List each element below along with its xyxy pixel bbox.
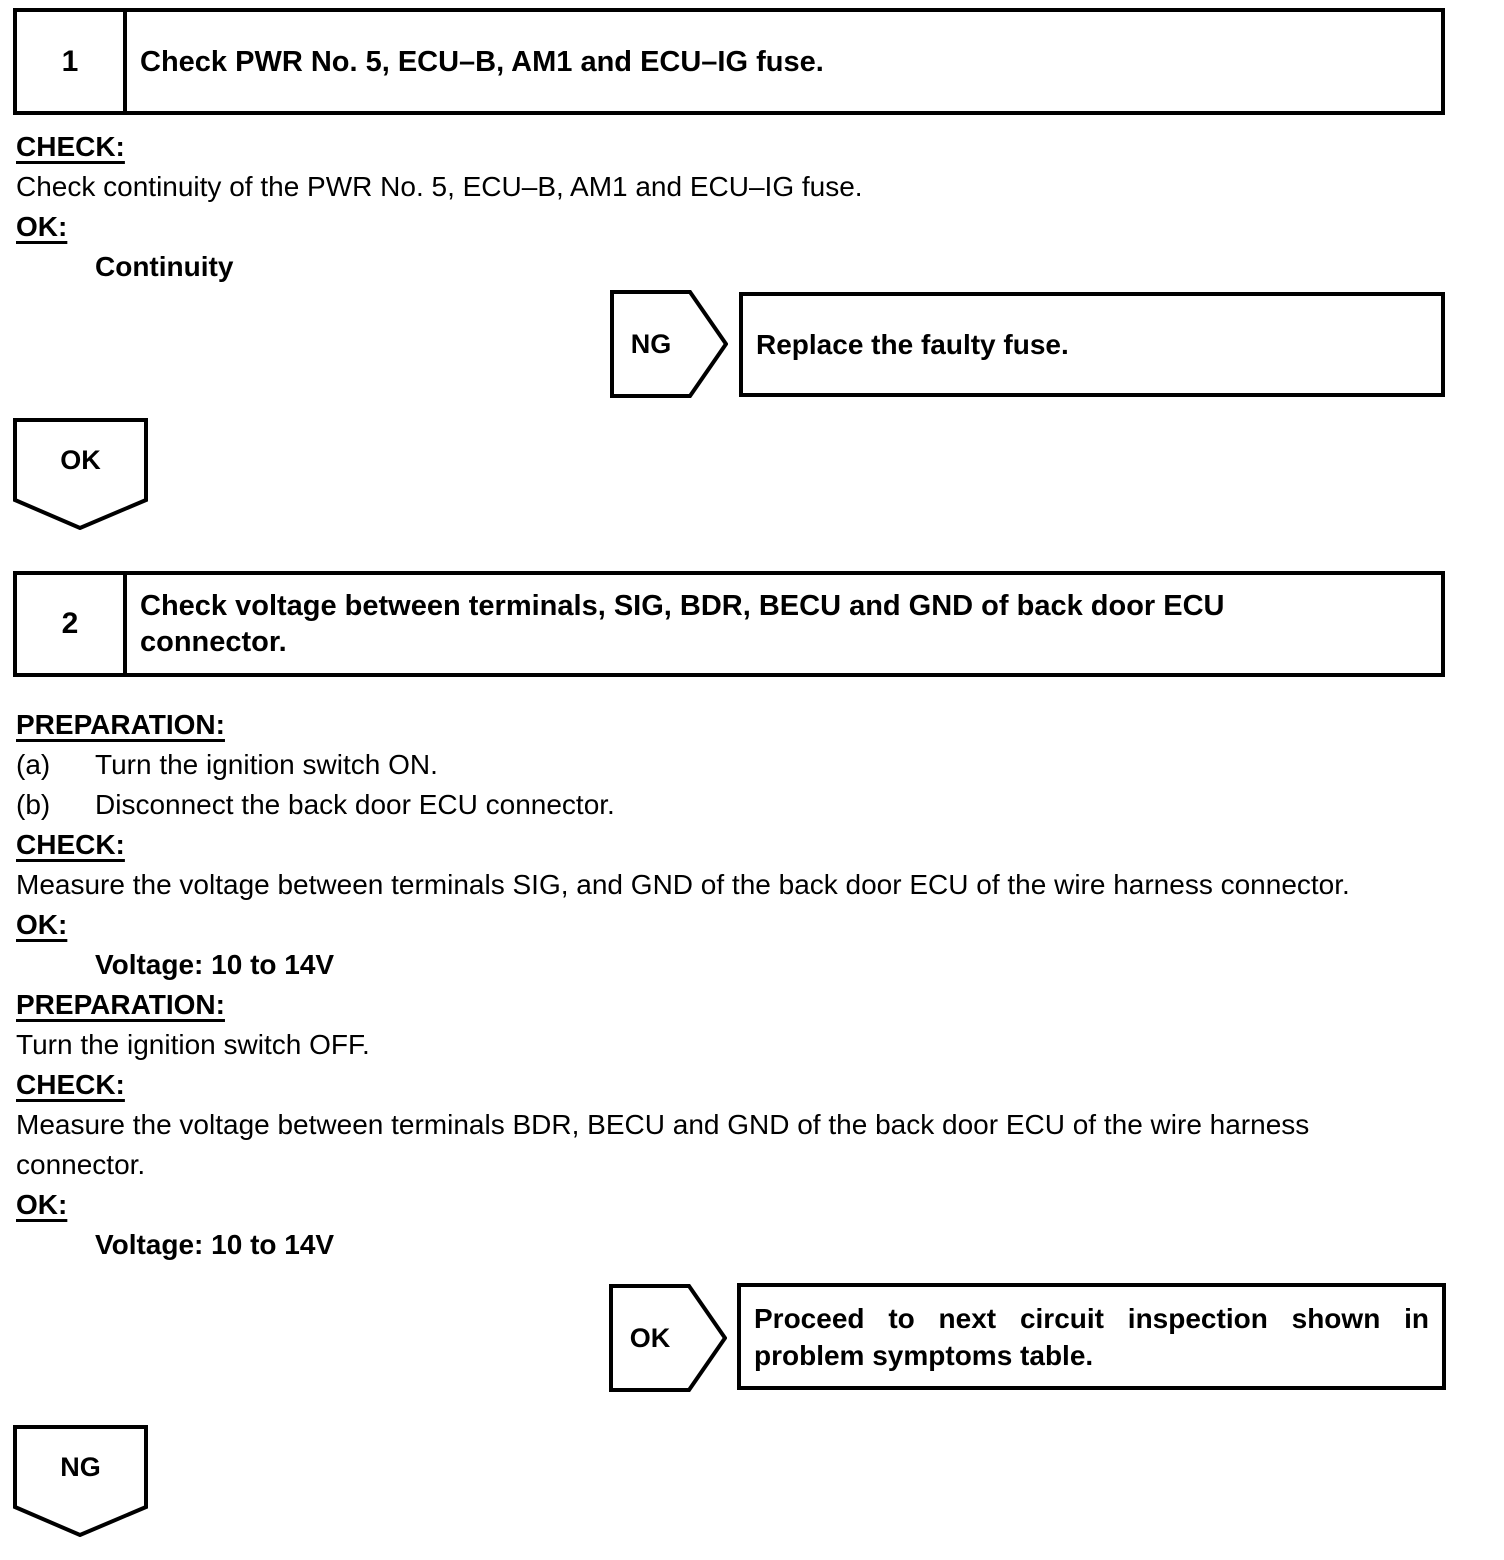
ng-result-box — [739, 292, 1445, 397]
substep-b — [16, 785, 1456, 825]
check-label: CHECK: — [16, 131, 125, 162]
step-1-title — [127, 12, 1441, 111]
ng-branch-arrow — [610, 290, 728, 398]
step-2-number: 2 — [17, 575, 127, 673]
check-instruction-2: Measure the voltage between terminals SIG, and GND of the back door ECU of the wire harness connector. — [16, 869, 1350, 900]
preparation-label-3: PREPARATION: — [16, 989, 225, 1020]
ng-down-connector — [13, 1425, 148, 1537]
ok-label-2: OK: — [16, 909, 68, 940]
check-label-3: CHECK: — [16, 1069, 125, 1100]
substep-b-marker: (b) — [16, 789, 51, 820]
ok-result-box — [737, 1283, 1446, 1390]
ok-branch-arrow — [609, 1284, 727, 1392]
ok-down-connector — [13, 418, 148, 530]
step-1-title-line: Check PWR No. 5, ECU–B, AM1 and ECU–IG fuse. — [140, 45, 824, 78]
step-2-title — [127, 575, 1441, 673]
check-instruction-3-line-1: Measure the voltage between terminals BDR, BECU and GND of the back door ECU of the wire harness — [16, 1109, 1310, 1140]
ng-branch-label: NG — [630, 328, 672, 359]
preparation-label: PREPARATION: — [16, 709, 225, 740]
check-instruction-3-line-2: connector. — [16, 1149, 146, 1180]
ng-result-text: Replace the faulty fuse. — [756, 329, 1069, 360]
preparation-instruction-3: Turn the ignition switch OFF. — [16, 1029, 370, 1060]
check-label-2: CHECK: — [16, 829, 125, 860]
ok-criterion: Continuity — [95, 251, 234, 282]
ok-result-line-1: Proceed to next circuit inspection shown in — [754, 1302, 1429, 1334]
step-2-header — [13, 571, 1445, 677]
ok-label-3: OK: — [16, 1189, 68, 1220]
step-2-title-line-2: connector. — [140, 626, 287, 658]
ng-down-label: NG — [60, 1451, 101, 1482]
substep-b-text: Disconnect the back door ECU connector. — [95, 789, 615, 820]
ok-label: OK: — [16, 211, 68, 242]
ok-result-line-2: problem symptoms table. — [754, 1339, 1094, 1371]
check-instruction: Check continuity of the PWR No. 5, ECU–B, AM1 and ECU–IG fuse. — [16, 171, 863, 202]
substep-a-text: Turn the ignition switch ON. — [95, 749, 438, 780]
substep-a — [16, 745, 1456, 785]
step-1-number: 1 — [17, 12, 127, 111]
ok-criterion-2: Voltage: 10 to 14V — [95, 949, 335, 980]
substep-a-marker: (a) — [16, 749, 51, 780]
ok-down-label: OK — [60, 444, 101, 475]
section-1-text — [16, 127, 1456, 287]
ok-branch-label: OK — [629, 1322, 671, 1353]
step-1-header — [13, 8, 1445, 115]
section-2-text — [16, 705, 1456, 1265]
step-2-title-line-1: Check voltage between terminals, SIG, BDR, BECU and GND of back door ECU — [140, 590, 1225, 622]
ok-criterion-3: Voltage: 10 to 14V — [95, 1229, 335, 1260]
